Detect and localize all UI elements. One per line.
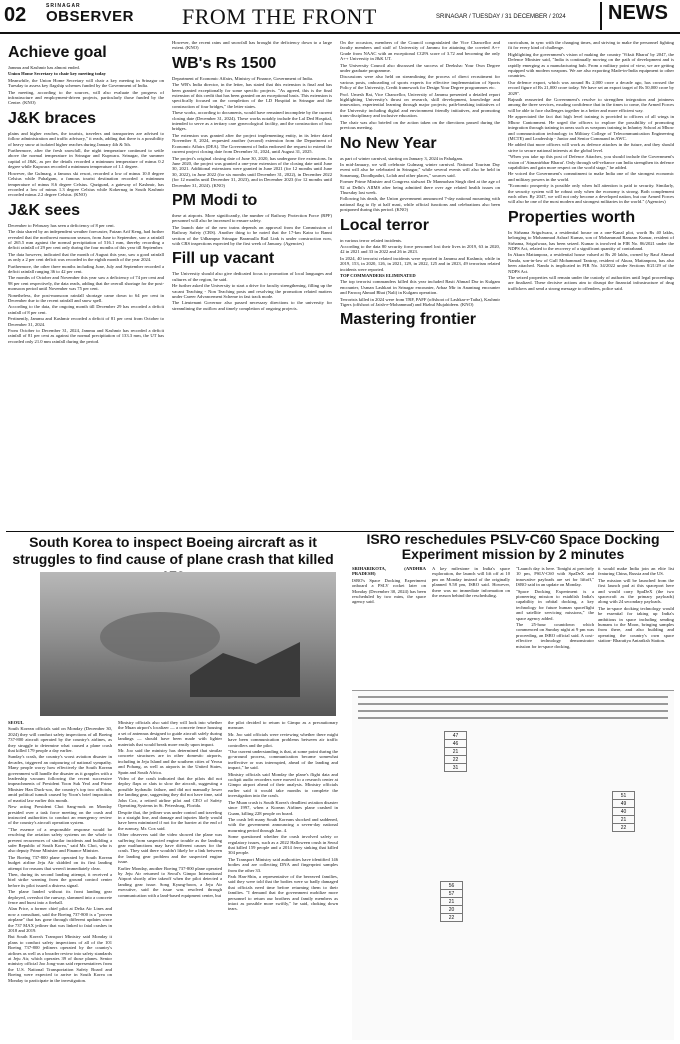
paragraph: In Akura Mattanpora, a residential house valued at Rs 20 lakhs, owned by Rauf Ahmad Nanda, son-in-law of Gull Mohammad Tantray, resident of Akura, Mattanpora, has also been attached. Nanda is implicated in FIR No. 34/2022 under Sections 8/21/29 of the NDPS Act. — [508, 252, 674, 274]
urdu-table-b — [440, 881, 463, 922]
headline: Properties worth — [508, 208, 636, 226]
cell: 51 — [613, 792, 635, 800]
cell: 21 — [613, 816, 635, 824]
page-number: 02 — [4, 4, 27, 26]
paragraph: However, the recent rains and snowfall has brought the deficiency down to a large extent. (KNO) — [172, 40, 332, 51]
paragraph: A key milestone in India's space exploration, the launch will lift off at 10 pm on Monday instead of the originally planned 9.58 pm, ISRO said. However, there was no immediate information on the reason behind the rescheduling. — [432, 566, 510, 599]
paragraph: Despite that, the jetliner was under control and traveling in a straight line, and damage and injuries likely would have been minimized if not for the barrier at the end of the runway, Mr. Cox said. — [118, 809, 222, 831]
paragraph: The data shared by an independent weather forecaster, Faizan Arif Keng, had further revealed that the northwest monsoon season, from June to September, saw a rainfall of 265.5 mm against the normal precipitation of 516.1 mm, thereby recording a deficit rainfall of 29 per cent only during the four months of this year till September. — [8, 229, 164, 251]
paragraph: Highlighting the government's vision of making the country 'Viksit Bharat' by 2047, the Defence Minister said, "India is continually moving on the path of development and is rapidly emerging as a manufacturing hub. From a military point of view, we are getting equipped with modern weapons. We are also exporting Made-in-India equipment to other countries. — [508, 51, 674, 79]
headline: Local terror — [340, 216, 429, 234]
paragraph: Furthermore, after the fresh snowfall, the night temperature continued to settle above the normal temperature in Srinagar and Kupwara. Srinagar, the summer capital of J&K, as per the details recorded a minimum temperature of minus 0.2 degree while Kupwara recorded a minimum temperature of 1.1 degree. — [8, 148, 164, 170]
headline: Mastering frontier — [340, 311, 477, 329]
headline-korea: South Korea to inspect Boeing aircraft as it struggles to find cause of plane crash that killed — [12, 534, 334, 567]
paragraph: Union Home Secretary to chair key meeting today — [8, 71, 106, 77]
paragraph: According to the data, the ongoing month till December 29 has recorded a deficit rainfall of 8 per cent. — [8, 304, 164, 315]
brand-big: OBSERVER — [46, 8, 134, 25]
paragraph: Ministry officials also said they will look into whether the Muan airport's localizer — a concrete fence housing a set of antennas designed to guide aircraft safely during landings — should have been made with lighter materials that would break more easily upon impact. — [118, 720, 222, 747]
paragraph: He voiced the Government's commitment to make India one of the strongest economic and military powers in the world. — [508, 171, 674, 182]
isro-col-4 — [598, 566, 674, 686]
paragraph: Alan Price, a former chief pilot at Delta Air Lines and now a consultant, said the Boeing 737-800 is a "proven airplane" that has gone through different updates since the 737 MAX jetliner that was linked to fatal crashes in 2018 and 2019. — [8, 906, 112, 934]
paragraph: December to February has seen a deficiency of 8 per cent. — [8, 222, 115, 228]
cell: 21 — [445, 748, 467, 756]
paragraph: The in-space docking technology would be essential for taking up India's ambitious in space including sending humans to the Moon, bringing samples from there, and also building and operating the country's own space station- Bharatiya Antariksh Station. — [598, 605, 674, 644]
paragraph: The Lieutenant Governor also passed necessary directions to the university for streamlining the outflow and timely completion of ongoing projects. — [172, 300, 332, 311]
paragraph: The months of October and November this year saw a deficiency of 74 per cent and 98 per cent respectively, the data reads, adding that the overall shortage for the post-monsoon period until November was 75 per cent. — [8, 275, 164, 292]
urdu-notice-area — [352, 690, 674, 1040]
paragraph: The meeting, according to the sources, will also evaluate the progress of infrastructure and employment-driven projects, particularly those funded by the Centre. (KNO) — [8, 89, 164, 106]
text-line — [358, 717, 668, 719]
cell: 22 — [445, 756, 467, 764]
paragraph: The project's original closing date of June 30, 2020, has undergone five extensions. In June 2020, the project was granted a one-year extension of the closing date until June 30, 2021. Additional extensions were granted in June 2021 (for 12 months until June 30, 2022), in June 2022 (for six months until December 31, 2022), in December 2022 (for 12 months until December 31, 2023), and in December 2023 (for 12 months until December 31, 2024). (KNO) — [172, 155, 332, 188]
cell: 47 — [445, 732, 467, 740]
headline: J&K sees — [8, 201, 81, 219]
paragraph: Ministry officials said Monday the plane's flight data and cockpit audio recorders were moved to a research center at Gimpo airport ahead of their analysis. Ministry officials earlier said it would take months to complete the investigation into the crash. — [228, 771, 338, 799]
paragraph: The University should also give dedicated focus to promotion of local languages and cultures of the region, he said. — [172, 271, 332, 282]
paragraph: The crash left many South Koreans shocked and saddened, with the government announcing a seven-day national mourning period through Jan. 4. — [228, 816, 338, 833]
paragraph: On the occasion, members of the Council congratulated the Vice Chancellor and faculty members and staff of University of Jammu for attaining the coveted A++ Grade from NAAC with an exceptional CGPA score of 3.72 and becoming the only A++ University in J&K UT. — [340, 40, 500, 62]
korea-col-3 — [228, 720, 338, 1040]
urdu-table-a — [444, 731, 467, 772]
cell: 46 — [445, 740, 467, 748]
masthead — [0, 0, 680, 34]
korea-col-1 — [8, 720, 112, 1040]
cell: 22 — [613, 824, 635, 832]
paragraph: Earlier Monday, another Boeing 737-800 plane operated by Jeju Air returned to Seoul's Gimpo International Airport shortly after takeoff when the pilot detected a landing gear issue. Song Kyung-hoon, a Jeju Air executive, said the issue was resolved through communication with a land-based equipment center, but — [118, 865, 222, 898]
paragraph: He added that more officers will work as defence attaches in the future, and they should strive to secure national interests at the global level. — [508, 142, 674, 153]
news-label: NEWS — [600, 2, 668, 30]
paragraph: The seized properties will remain under the custody of authorities until legal proceedings are finalized. These decisive actions aim to disrupt the financial infrastructure of drug traffickers and send a strong message to offenders, police said. — [508, 275, 674, 291]
isro-col-1 — [352, 566, 426, 686]
headline: Achieve goal — [8, 44, 107, 61]
cell: 22 — [441, 914, 463, 922]
paragraph: These works, according to documents, would have remained incomplete by the current closing date (December 31, 2024). These works notably include the Lal Ded Hospital, intended to serve as a tertiary care gynecological facility, and the construction of four bridges. — [172, 110, 332, 132]
column-4 — [508, 40, 674, 528]
cell: 57 — [441, 890, 463, 898]
paragraph: Department of Economic Affairs, Ministry of Finance, Government of India. — [172, 75, 314, 81]
paragraph: South Korean officials said on Monday (December 30, 2024) they will conduct safety inspections of all Boeing 737-800 aircraft operated by the country's airlines, as they struggle to determine what caused a plane crash that killed 179 people a day earlier. — [8, 726, 112, 754]
paragraph: Meanwhile, the Union Home Secretary will chair a key meeting in Srinagar on Tuesday to assess key flagship schemes funded by the Government of India. — [8, 77, 164, 89]
headline-isro: ISRO reschedules PSLV-C60 Space Docking Experiment mission by 2 minutes — [366, 531, 660, 562]
subhead: TOP COMMANDERS ELIMINATED — [340, 273, 416, 278]
paragraph: Following his death, the Union government announced 7-day national mourning with national flag to fly at half mast, while official functions and celebrations also been postponed during this period. (KNO) — [340, 196, 500, 213]
text-line — [358, 696, 668, 698]
paragraph: The WB's India director, in the letter, has stated that this extension is final and has been granted exceptionally for some specific projects. "As agreed, this is the final extension of this credit that has been granted on an exceptional basis. This extension is specifically focused on the completion of the LD Hospital in Srinagar and the construction of four bridges," the letter states. — [172, 82, 332, 109]
paragraph: But South Korea's Transport Ministry said Monday it plans to conduct safety inspections of all of the 101 Boeing 737-800 jetliners operated by the country's airlines as well as a broader review into safety standards at Jeju Air, which operates 39 of those planes. Senior ministry official Joo Jong-wan said representatives from the U.S. National Transportation Safety Board and Boeing were expected to arrive in South Korea on Monday to participate in the investigation. — [8, 934, 112, 983]
paragraph: Pertinently, Jammu and Kashmir recorded a deficit of 81 per cent from October to December 31, 2024. — [8, 316, 164, 327]
paragraph: "When you take up this post of Defence Attaches, you should include the Government's vision of 'Atmanirbhar Bharat'. Only through self-reliance can India strengthen its defence capabilities and gain more respect on the world stage," he added. — [508, 154, 674, 170]
paragraph: The University Council also discussed the success of Deeksha: Your Own Degree under graduate programme. — [340, 62, 500, 74]
paragraph: In mid-January, we will celebrate Gulmarg winter carnival. National Tourism Day event will also be celebrated in Srinagar," while several events will also be held in Sonamarg, Doodhpathri, Lolab and other places," sources said. — [340, 161, 500, 178]
column-1 — [8, 40, 164, 528]
paragraph: He appreciated the fact that high level training is provided to officers of all wings in Mhow Cantonment. He urged the officers to explore the possibility of promoting integration through training in areas such as weapons training in Infantry School at Mhow and communication technology in Military College of Telecommunication Engineering (MCTE) and Leadership - Junior and Senior Command in AWC. — [508, 114, 674, 141]
isro-col-2 — [432, 566, 510, 686]
paragraph: The mission will be launched from the first launch pad at this spaceport here and would carry SpaDeX (the two spacecraft as the primary payloads) along with 24 secondary payloads. — [598, 577, 674, 605]
brand-small: SRINAGAR — [46, 3, 81, 9]
crash-photo — [40, 572, 336, 716]
dateline: SRIHARIKOTA, (ANDHRA PRADESH) — [352, 566, 426, 577]
paragraph: The Muan crash is South Korea's deadliest aviation disaster since 1997, when a Korean Airlines plane crashed in Guam, killing 228 people on board. — [228, 799, 338, 816]
brand-logo — [46, 3, 156, 24]
cell: 20 — [441, 906, 463, 914]
paragraph: plains and higher reaches, the tourists, travelers and transporters are advised to follow administration and traffic advisory," it reads, adding that there is a possibility of heavy snow at isolated higher reaches during January 4th & 5th. — [8, 130, 164, 147]
section-title: FROM THE FRONT — [182, 4, 377, 29]
cell: 31 — [445, 764, 467, 772]
paragraph: In Sirhama Srigufwara, a residential house on a one-Kanal plot, worth Rs 40 lakhs, belonging to Mohammad Ashraf Kumar, son of Mohammad Ramzan Kumar, resident of Sirhama, Srigufwara, has been seized. Kumar is involved in FIR No. 86/2021 under the NDPS Act, related to the recovery of a significant quantity of contraband. — [508, 229, 674, 251]
paragraph: The Transport Ministry said authorities have identified 146 bodies and are collecting DNA and fingerprint samples from the other 33. — [228, 856, 338, 873]
cell: 40 — [613, 808, 635, 816]
paragraph: Prof. Umesh Rai, Vice Chancellor, University of Jammu presented a detailed report highlighting University's thrust on research, skill development, knowledge and innovation, experiential learning through major projects; path-breaking initiatives of the University including digital and environment friendly initiatives, and promoting trans-disciplinary and inclusive education. — [340, 91, 500, 119]
headline: No New Year — [340, 134, 437, 152]
paragraph: The top terrorist commanders killed this year included Basit Ahmad Dar in Kulgam encounter, Usman Lashkari in Srinagar encounter, Arbaz Mir in Anantnag encounter and Farooq Ahmad Bhat (Nali) in Kulgam operation. — [340, 279, 500, 296]
cell: 56 — [441, 882, 463, 890]
paragraph: Nonetheless, the post-monsoon rainfall shortage came down to 64 per cent in December due to the recent rainfall and snow spell. — [8, 292, 164, 303]
paragraph: New acting President Choi Sang-mok on Monday presided over a task force meeting on the crash and instructed authorities to conduct an emergency review of the country's aircraft operation system. — [8, 804, 112, 826]
korea-col-a — [8, 572, 38, 712]
paragraph: Jammu and Kashmir has almost ended. — [8, 65, 80, 70]
paragraph: curriculum, in sync with the changing times, and striving to make the personnel fighting fit for every kind of challenge. — [508, 40, 674, 51]
paragraph: "Space Docking Experiment is a pioneering mission to establish India's capability in orbital docking, a key technology for future human spaceflight and satellite servicing missions," the space agency added. — [516, 588, 594, 621]
paragraph: The launch date of the new trains depends on approval from the Commission of Railway Safety (CRS). Another thing to be noted that the 17-km Katra to Banni section of the Udhampur Srinagar Baramulla Rail Link is under construction now, with CRS inspections expected by the first week of January. (Agencies) — [172, 224, 332, 246]
paragraph: Mr. Joo said the ministry has determined that similar concrete structures are in other domestic airports, including in Jeju Island and the southern cities of Yeosu and Pohang, as well as airports in the United States, Spain and South Africa. — [118, 748, 222, 775]
smoke-shape — [100, 612, 220, 662]
paragraph: According to the data 80 security force personnel lost their lives in 2019, 63 in 2020, 42 in 2021 and 33 in 2022 and 26 in 2023. — [340, 243, 500, 255]
paragraph: The data however, indicated that the month of August this year, saw a good rainfall as only a 2 per cent deficit was recorded in the eighth month of the year 2024. — [8, 251, 164, 263]
paragraph: "Our current understanding is that, at some point during the go-around process, communication became somewhat ineffective or was interrupted, ahead of the landing and impact," he said. — [228, 749, 338, 771]
paragraph: in various terror related incidents. — [340, 237, 403, 243]
cell: 49 — [613, 800, 635, 808]
paragraph: Our defence export, which was around Rs 2,000 crore a decade ago, has crossed the record figure of Rs 21,000 crore today. We have set an export target of Rs 50,000 crore by 2029". — [508, 79, 674, 96]
paragraph: Discussions were also held on streamlining the process of direct recruitment for various posts, onboarding of sports experts for effective implementation of Sports Policy of the University, Credit framework for Design Your Degree programmes etc. — [340, 74, 500, 91]
paragraph: the pilot decided to return to Gimpo as a precautionary measure. — [228, 720, 338, 731]
paragraph: "Launch day is here. Tonight at precisely 10 pm, PSLV-C60 with SpaDeX and innovative payloads are set for liftoff," ISRO said in an update on Monday. — [516, 566, 594, 588]
paragraph: Video of the crash indicated that the pilots did not deploy flaps or slats to slow the aircraft, suggesting a possible hydraulic failure, and did not manually lower the landing gear, suggesting they did not have time, said John Cox, a retired airline pilot and CEO of Safety Operating Systems in St. Petersburg, Florida. — [118, 776, 222, 809]
paragraph: "The essence of a responsible response would be resolving the aviation safety systems on the whole to prevent recurrences of similar incidents and building a safer Republic of South Korea," said Mr. Choi, who is also deputy Prime Minister and Finance Minister. — [8, 826, 112, 854]
paragraph: The 25-hour countdown which commenced on Sunday night at 9 pm was proceeding, an ISRO official said. A cost-effective technology demonstrator mission for in-space docking, — [516, 622, 594, 649]
paragraph: Former Prime Minister and Congress stalwart Dr Manmohan Singh died at the age of 92 at Delhi's AIIMS after being admitted there over age related health issues on Thursday last week. — [340, 179, 500, 195]
paragraph: The extension was granted after the project implementing entity, in its letter dated November 8, 2024, requested another (second) extension from the Department of Economic Affairs (DEA). The Government of India endorsed the request to extend the current project closing date from December 31, 2024, until August 31, 2025. — [172, 132, 332, 155]
paragraph: Some questioned whether the crash involved safety or regulatory issues, such as a 2022 Halloween crush in Seoul that killed 159 people and a 2014 ferry sinking that killed 304 people. — [228, 834, 338, 856]
paragraph: Other observers said the video showed the plane was suffering from suspected engine trouble as the landing gear malfunctions may have different causes for the crash. They said there wouldn't likely be a link between the landing gear problem and the suspected engine issue. — [118, 832, 222, 865]
text-line — [358, 710, 668, 712]
urdu-table-c — [612, 791, 635, 832]
isro-col-3 — [516, 566, 594, 686]
korea-col-2 — [118, 720, 222, 1040]
dateline: SEOUL — [8, 720, 24, 725]
headline: WB's Rs 1500 — [172, 54, 277, 72]
paragraph: "Economic prosperity is possible only when full attention is paid to security. Similarly, the security system will be robust only when the economy is strong. Both complement each other. By 2047, we will not only become a developed nation, but our Armed Forces will also be one of the most modern and strongest militaries in the world." (Agencies) — [508, 183, 674, 205]
paragraph: ISRO's Space Docking Experiment onboard a PSLV rocket later on Monday (December 30, 2024) has been rescheduled by two mins, the space agency said. — [352, 577, 426, 605]
paragraph: it would make India join an elite list featuring China, Russia and the US. — [598, 566, 674, 577]
paragraph: Mr. Joo said officials were reviewing whether there might have been communication problems between air traffic controllers and the pilot. — [228, 731, 338, 748]
paragraph: Sunday's crash, the country's worst aviation disaster in decades, triggered an outpouring of national sympathy. Many people worry how effectively the South Korean government will handle the disaster as it grapples with a leadership vacuum following the recent successive impeachments of President Yoon Suk Yeol and Prime Minister Han Duck-soo, the country's top two officials, amid political tumult caused by Yoon's brief imposition of martial law earlier this month. — [8, 754, 112, 803]
dateline: SRINAGAR / TUESDAY / 31 DECEMBER / 2024 — [436, 14, 566, 20]
paragraph: Then, during its second landing attempt, it received a bird strike warning from the ground control center before its pilot issued a distress signal. — [8, 871, 112, 888]
headline: Fill up vacant — [172, 250, 275, 268]
headline: J&K braces — [8, 109, 97, 127]
paragraph: He further asked the University to start a drive for faculty strengthening, filling up the vacant Teaching - Non Teaching posts and resolving the promotion related matters under Career Advancement Scheme in fast track mode. — [172, 283, 332, 299]
paragraph: The Boeing 737-800 plane operated by South Korean budget airline Jeju Air skidded on its first landing attempt for reasons that weren't immediately clear. — [8, 854, 112, 871]
paragraph: these at airports. More significantly, the number of Railway Protection Force (RPF) personnel will also be increased to ensure safety. — [172, 212, 332, 224]
paragraph: The plane landed without its front landing gear deployed, overshot the runway, slammed into a concrete fence and burst into a fireball. — [8, 889, 112, 905]
paragraph: Terrorists killed in 2024 were from TRF, PAFF (offshoot of Lashkar-e-Taiba), Kashmir Tigers (offshoot of Jaish-e-Mohammad) and Hizbul Mujahideen. (KNO) — [340, 296, 500, 308]
column-3 — [340, 40, 500, 528]
paragraph: Rajnath reasserted the Government's resolve to strengthen integration and jointness among the three services, exuding confidence that in the times to come, the Armed Forces will be able to face challenges together in a better and more efficient way. — [508, 97, 674, 113]
headline: PM Modi to — [172, 191, 258, 209]
paragraph: From October to December 31, 2024, Jammu and Kashmir has recorded a deficit rainfall of 81 per cent as against the normal precipitation of 133.3 mm, the UT has recorded only 21.0 mm rainfall during the period. — [8, 328, 164, 344]
paragraph: Furthermore, the other three months including June, July and September recorded a deficit rainfall ranging 36 to 42 per cent. — [8, 263, 164, 274]
paragraph: as part of winter carnival, starting on January 3, 2024 in Pahalgam. — [340, 155, 464, 161]
paragraph: The chair was also briefed on the action taken on the directions passed during the previous meeting. — [340, 119, 500, 131]
paragraph: However, the Gulmarg, a famous ski resort, recorded a low of minus 10.0 degree Celsius while Pahalgam, a famous tourist destination recorded a minimum temperature of minus 8.6 degree Celsius. Qazigund, a gateway of Kashmir, has recorded a low of minus 1.3 degree Celsius while Kokernag in South Kashmir recorded minus 2.2 degree Celsius. (KNO) — [8, 170, 164, 198]
paragraph: Park Han-Shin, a representative of the bereaved families, said they were told that the bodies were so badly damaged that officials need time before returning them to their families. "I demand that the government mobilize more personnel to return our brothers and family members as intact as possible more swiftly," he said, choking down tears. — [228, 873, 338, 912]
cell: 21 — [441, 898, 463, 906]
paragraph: In 2024, 40 terrorist related incidents were reported in Jammu and Kashmir, while in 2019, 153, in 2020, 126, in 2021, 129, in 2022, 125 and in 2023, 49 terrorism related incidents were reported. — [340, 255, 500, 272]
text-line — [358, 703, 668, 705]
column-2 — [172, 40, 332, 528]
